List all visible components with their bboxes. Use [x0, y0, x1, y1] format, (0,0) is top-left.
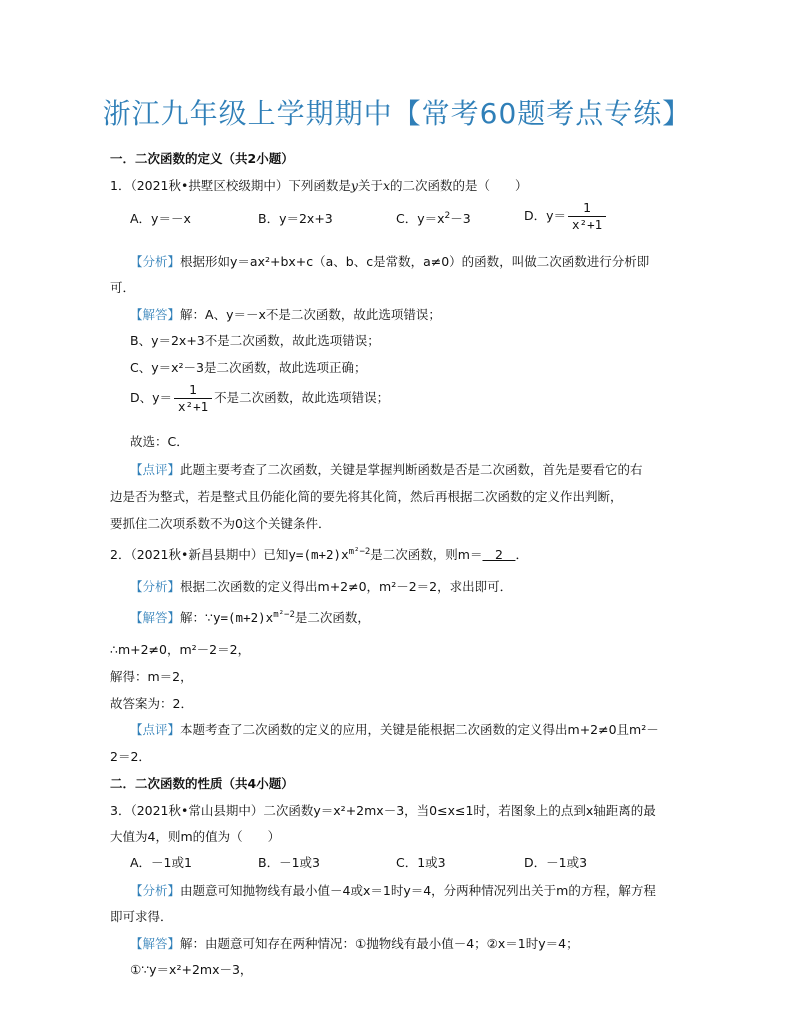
q2-stem-text-a: 2．（2021秋•新昌县期中）已知 — [110, 547, 289, 562]
q1-option-c-pre: C．y＝x — [396, 211, 445, 226]
q1-comment-line-1 — [130, 461, 643, 479]
q1-comment-text-1: 此题主要考查了二次函数，关键是掌握判断函数是否是二次函数，首先是要看它的右 — [180, 462, 643, 477]
fraction-numerator: 1 — [583, 200, 592, 215]
q2-stem — [110, 546, 528, 564]
q2-comment-text-1: 本题考查了二次函数的定义的应用，关键是能根据二次函数的定义得出m+2≠0且m²－ — [180, 722, 659, 737]
q1-stem — [110, 177, 528, 195]
answer-tag: 【解答】 — [130, 936, 181, 951]
q2-stem-text-b: 是二次函数，则m＝ — [370, 547, 483, 562]
comment-tag: 【点评】 — [130, 722, 181, 737]
q1-comment-line-2: 边是否为整式，若是整式且仍能化简的要先将其化简，然后再根据二次函数的定义作出判断， — [110, 489, 623, 504]
q1-option-c-post: －3 — [450, 211, 471, 226]
q2-answer-expression: y=(m+2)x — [212, 610, 274, 625]
q1-comment-line-3: 要抓住二次项系数不为0这个关键条件． — [110, 516, 331, 531]
q1-stem-var-x: x — [382, 178, 391, 193]
q3-analysis-line-2: 即可求得． — [110, 909, 173, 924]
q1-stem-text-a: 1．（2021秋•拱墅区校级期中）下列函数是 — [110, 178, 351, 193]
q2-answer-blank: 2 — [482, 547, 516, 562]
q3-stem-line-2: 大值为4，则m的值为（ ） — [110, 829, 281, 844]
q1-option-d — [524, 200, 608, 233]
q2-answer-1-post: 是二次函数， — [294, 610, 370, 625]
q3-option-c: C．1或3 — [396, 855, 446, 870]
q1-stem-var-y: y — [350, 178, 358, 193]
fraction-numerator: 1 — [189, 382, 198, 397]
q1-answer-line-2: B、y＝2x+3不是二次函数，故此选项错误； — [130, 333, 380, 348]
q3-option-d: D．－1或3 — [524, 855, 588, 870]
q1-analysis-text-1: 根据形如y＝ax²+bx+c（a、b、c是常数，a≠0）的函数，叫做二次函数进行分析即 — [180, 254, 650, 269]
fraction-denominator: x²+1 — [174, 398, 212, 415]
page-title: 浙江九年级上学期期中【常考60题考点专练】 — [102, 97, 692, 130]
q2-answer-exponent: m²−2 — [273, 610, 295, 620]
q1-option-a: A．y＝－x — [130, 211, 191, 226]
q1-answer-line-5: 故选：C． — [130, 434, 189, 449]
q1-option-d-fraction — [568, 200, 606, 233]
q2-answer-line-1 — [130, 609, 370, 627]
q2-answer-1-pre: 解：∵ — [180, 610, 213, 625]
section-heading-properties: 二．二次函数的性质（共4小题） — [110, 776, 294, 791]
q2-answer-line-2: ∴m+2≠0，m²－2＝2， — [110, 642, 251, 657]
analysis-tag: 【分析】 — [130, 883, 181, 898]
q1-answer-line-1 — [130, 306, 441, 324]
q2-analysis-line-1 — [130, 578, 512, 596]
analysis-tag: 【分析】 — [130, 579, 181, 594]
q2-comment-line-2: 2＝2． — [110, 749, 151, 764]
analysis-tag: 【分析】 — [130, 254, 181, 269]
section-heading-definition: 一．二次函数的定义（共2小题） — [110, 151, 294, 166]
q3-answer-line-1 — [130, 935, 579, 953]
fraction-denominator: x²+1 — [568, 216, 606, 233]
q1-analysis-line-1 — [130, 253, 649, 271]
answer-tag: 【解答】 — [130, 610, 181, 625]
q2-comment-line-1 — [130, 721, 659, 739]
q1-option-d-pre: D．y＝ — [524, 208, 567, 223]
q1-option-c: C．$y=x^2-3$ — [396, 211, 471, 226]
q3-option-b: B．－1或3 — [258, 855, 320, 870]
q2-stem-exponent: m²−2 — [348, 547, 371, 557]
q1-answer-line-3: C、y＝x²－3是二次函数，故此选项正确； — [130, 360, 367, 375]
q2-answer-line-4: 故答案为：2． — [110, 696, 193, 711]
answer-tag: 【解答】 — [130, 307, 181, 322]
q1-stem-text-b: 关于 — [357, 178, 383, 193]
q3-analysis-text-1: 由题意可知抛物线有最小值－4或x＝1时y＝4，分两种情况列出关于m的方程，解方程 — [180, 883, 656, 898]
q1-stem-text-c: 的二次函数的是（ ） — [390, 178, 528, 193]
q1-answer-text-1: 解：A、y＝－x不是二次函数，故此选项错误； — [180, 307, 441, 322]
q1-answer-4-pre: D、y＝ — [130, 390, 173, 405]
q1-answer-4-post: 不是二次函数，故此选项错误； — [214, 390, 390, 405]
q3-stem-line-1: 3．（2021秋•常山县期中）二次函数y＝x²+2mx－3，当0≤x≤1时，若图象上的点到x轴距离的最 — [110, 803, 656, 818]
q2-stem-expression: y=(m+2)x — [288, 547, 349, 562]
q1-answer-fraction — [174, 382, 212, 415]
q1-analysis-line-2: 可． — [110, 280, 136, 295]
q2-answer-line-3: 解得：m＝2， — [110, 669, 193, 684]
q2-stem-text-c: ． — [515, 547, 528, 562]
q2-analysis-text-1: 根据二次函数的定义得出m+2≠0，m²－2＝2，求出即可． — [180, 579, 513, 594]
q3-analysis-line-1 — [130, 882, 656, 900]
q1-answer-line-4 — [130, 382, 389, 415]
comment-tag: 【点评】 — [130, 462, 181, 477]
q1-option-b: B．y＝2x+3 — [258, 211, 333, 226]
q3-answer-text-1: 解：由题意可知存在两种情况：①抛物线有最小值－4；②x＝1时y＝4； — [180, 936, 579, 951]
q3-answer-line-2: ①∵y＝x²+2mx－3， — [130, 962, 253, 977]
q3-option-a: A．－1或1 — [130, 855, 192, 870]
